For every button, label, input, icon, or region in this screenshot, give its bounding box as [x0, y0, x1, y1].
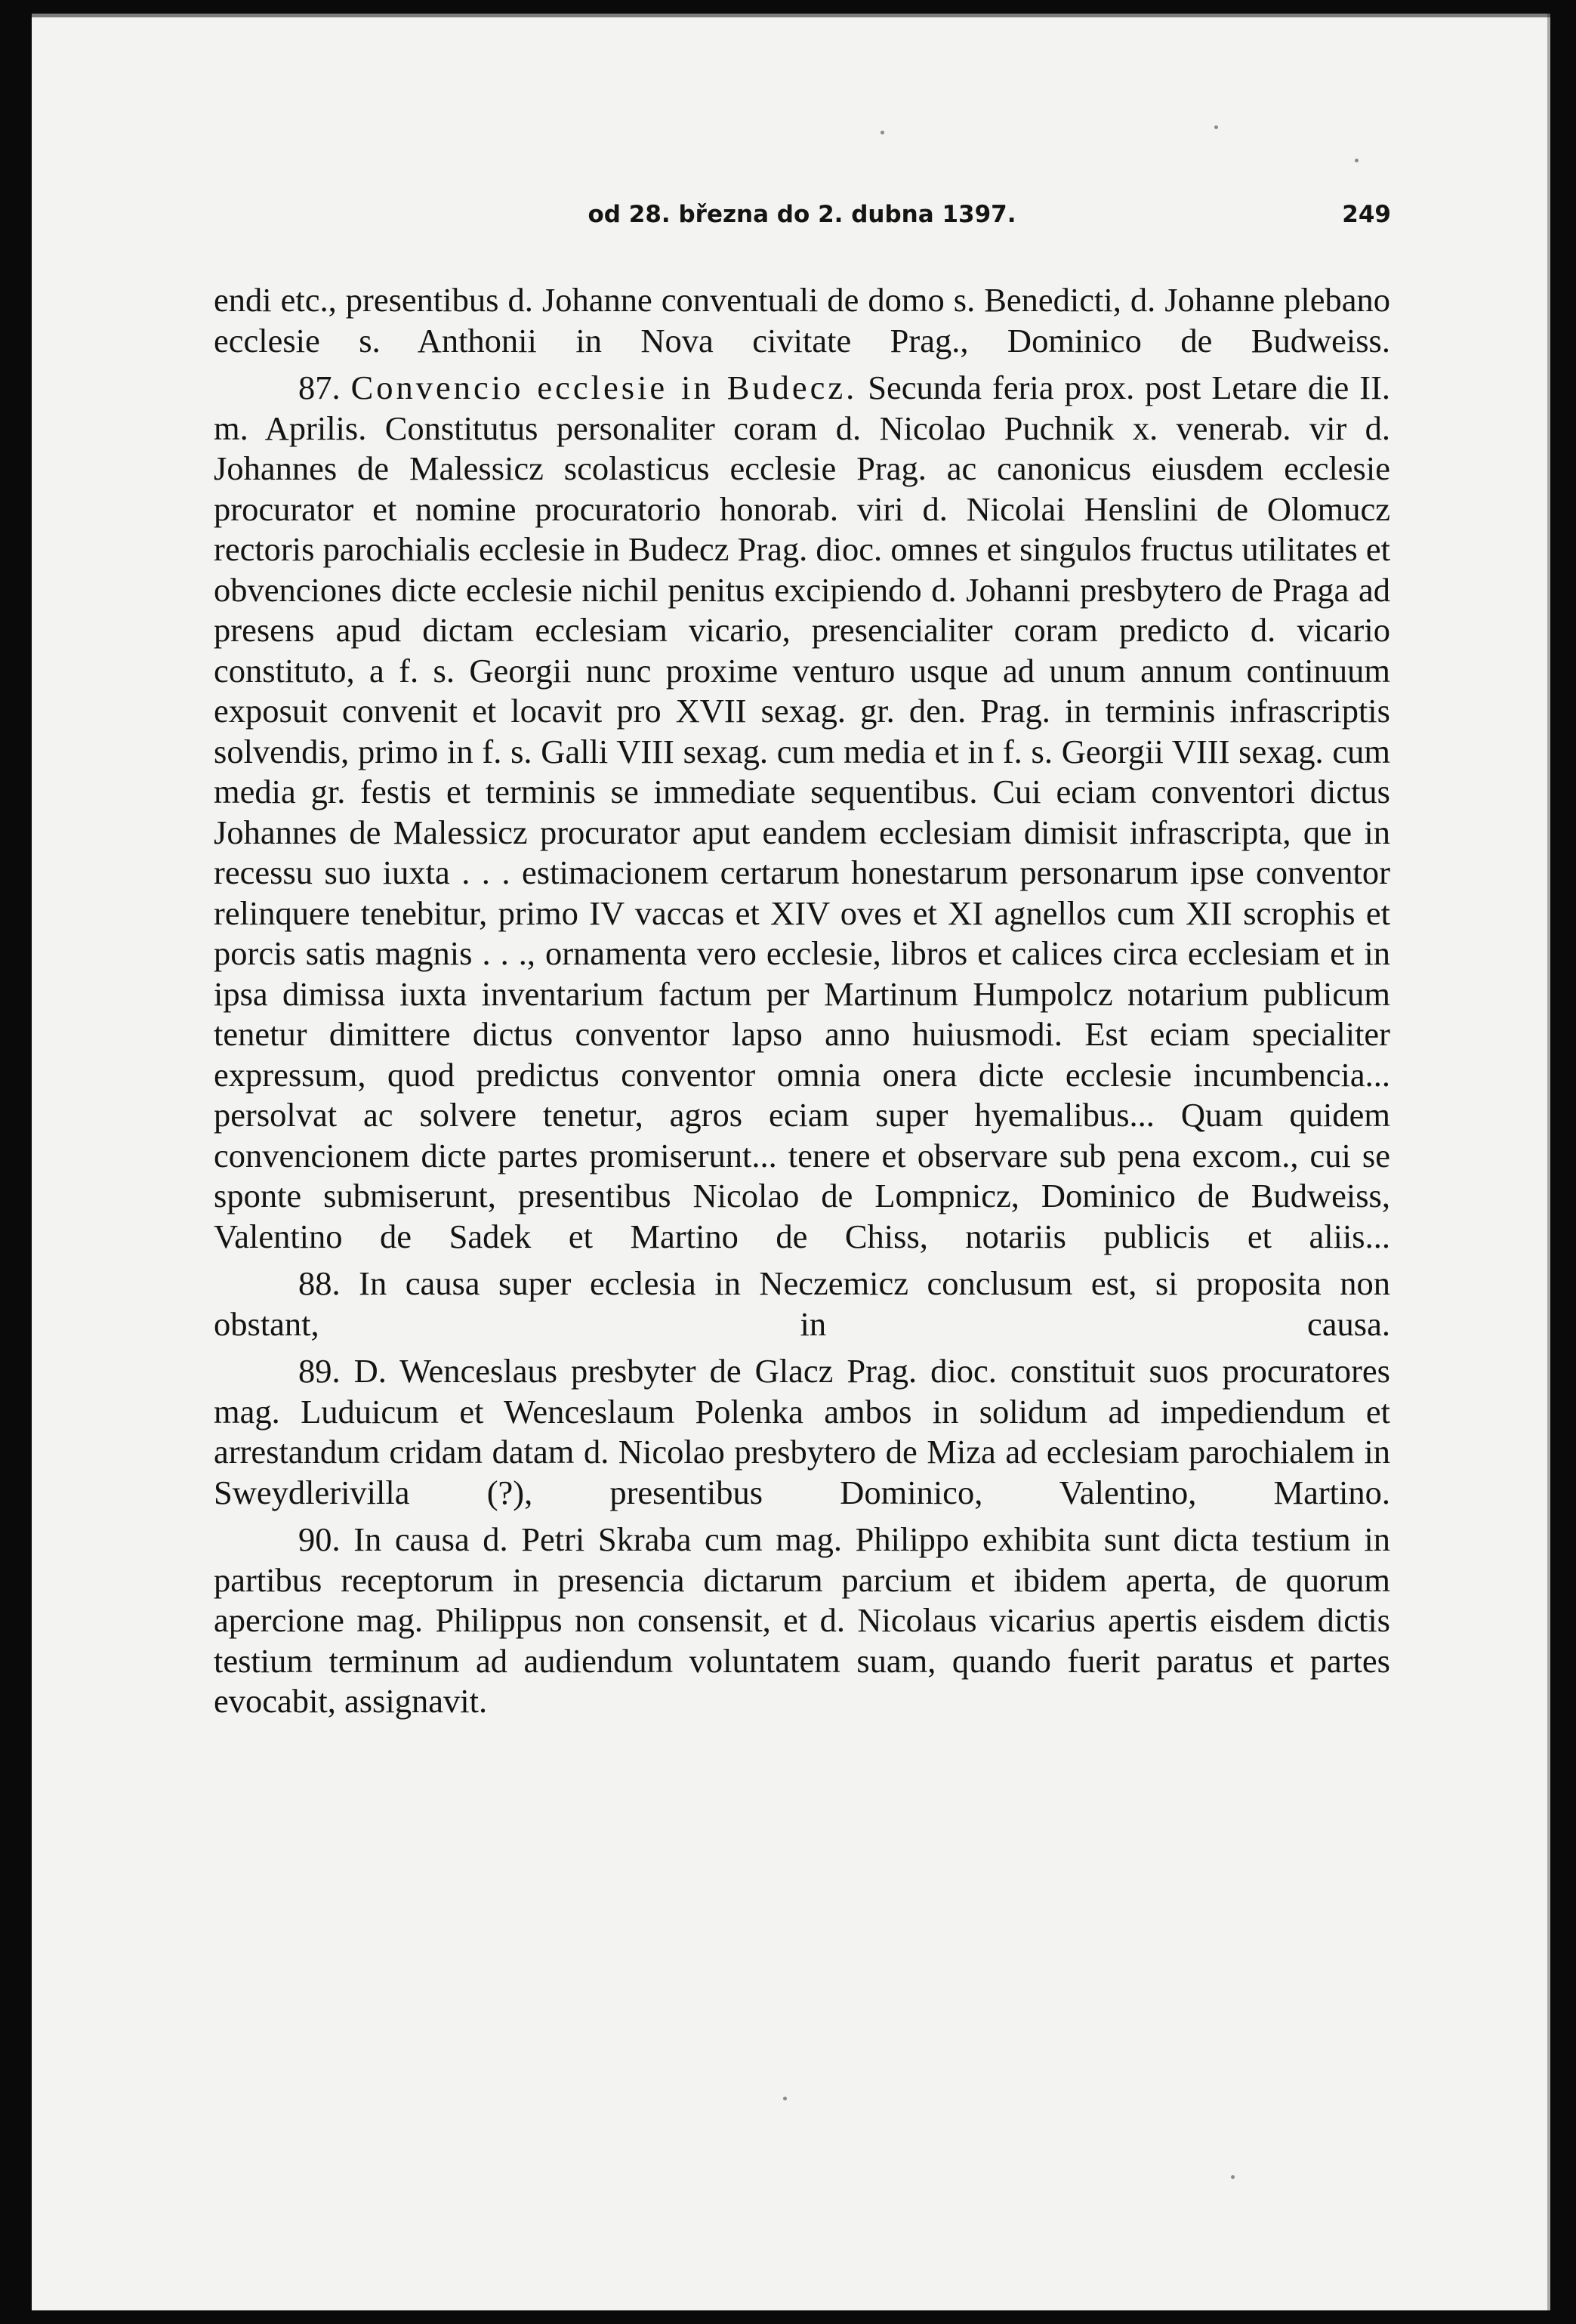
scan-speck: [783, 2097, 787, 2100]
scan-speck: [881, 131, 884, 134]
scan-speck: [1355, 159, 1359, 162]
page-number: 249: [1342, 201, 1391, 228]
entry-number: 89.: [298, 1352, 341, 1390]
entry-title: Convencio ecclesie in Budecz.: [350, 369, 858, 406]
paragraph-text: endi etc., presentibus d. Johanne conventuali de domo s. Benedicti, d. Johanne plebano ecclesie s. Anthonii in Nova civitate Prag., Dominico de Budweiss.: [214, 281, 1390, 360]
entry-87: [214, 368, 1390, 1257]
entry-89: [214, 1351, 1390, 1513]
book-page: [32, 14, 1550, 2310]
running-title: od 28. března do 2. dubna 1397.: [588, 201, 1016, 228]
entry-number: 88.: [298, 1264, 341, 1302]
entry-number: 87.: [298, 369, 341, 406]
running-head: [213, 193, 1391, 239]
page-body: [214, 280, 1390, 1722]
entry-text: In causa d. Petri Skraba cum mag. Philippo exhibita sunt dicta testium in partibus receptorum in presencia dictarum parcium et ibidem aperta, de quorum apercione mag. Philippus non consensit, et d. Nicolaus vicarius apertis eisdem dictis testium terminum ad audiendum voluntatem suam, quando fuerit paratus et partes evocabit, assignavit.: [214, 1520, 1391, 1720]
entry-text: Secunda feria prox. post Letare die II. m. Aprilis. Constitutus personaliter coram d. Nicolao Puchnik x. venerab. vir d. Johannes de Malessicz scolasticus ecclesie Prag. ac canonicus eiusdem ecclesie procurator et nomine procuratorio honorab. viri d. Nicolai Henslini de Olomucz rectoris parochialis ecclesie in Budecz Prag. dioc. omnes et singulos fructus utilitates et obvenciones dicte ecclesie nichil penitus excipiendo d. Johanni presbytero de Praga ad presens apud dictam ecclesiam vicario, presencialiter coram predicto d. vicario constituto, a f. s. Georgii nunc proxime venturo usque ad unum annum continuum exposuit convenit et locavit pro XVII sexag. gr. den. Prag. in terminis infrascriptis solvendis, primo in f. s. Galli VIII sexag. cum media et in f. s. Georgii VIII sexag. cum media gr. festis et terminis se immediate sequentibus. Cui eciam conventori dictus Johannes de Malessicz procurator aput eandem ecclesiam dimisit infrascripta, que in recessu suo iuxta . . . estimacionem certarum honestarum personarum ipse conventor relinquere tenebitur, primo IV vaccas et XIV oves et XI agnellos cum XII scrophis et porcis satis magnis . . ., ornamenta vero ecclesie, libros et calices circa ecclesiam et in ipsa dimissa iuxta inventarium factum per Martinum Humpolcz notarium publicum tenetur dimittere dictus conventor lapso anno huiusmodi. Est eciam specialiter expressum, quod predictus conventor omnia onera dicte ecclesie incumbencia... persolvat ac solvere tenetur, agros eciam super hyemalibus... Quam quidem convencionem dicte partes promiserunt... tenere et observare sub pena excom., cui se sponte submiserunt, presentibus Nicolao de Lompnicz, Dominico de Budweiss, Valentino de Sadek et Martino de Chiss, notariis publicis et aliis...: [214, 369, 1391, 1255]
paragraph-continuation: [214, 280, 1390, 361]
entry-90: [214, 1520, 1390, 1722]
entry-text: In causa super ecclesia in Neczemicz conclusum est, si proposita non obstant, in causa.: [214, 1264, 1390, 1343]
scan-speck: [1231, 2175, 1235, 2179]
page-top-shadow: [32, 14, 1550, 17]
entry-88: [214, 1264, 1390, 1344]
entry-text: D. Wenceslaus presbyter de Glacz Prag. dioc. constituit suos procuratores mag. Luduicum et Wenceslaum Polenka ambos in solidum ad impediendum et arrestandum cridam datam d. Nicolao presbytero de Miza ad ecclesiam parochialem in Sweydlerivilla (?), presentibus Dominico, Valentino, Martino.: [214, 1352, 1391, 1511]
page-right-shadow: [1547, 14, 1550, 2310]
entry-number: 90.: [298, 1520, 341, 1558]
scan-speck: [1214, 125, 1218, 129]
